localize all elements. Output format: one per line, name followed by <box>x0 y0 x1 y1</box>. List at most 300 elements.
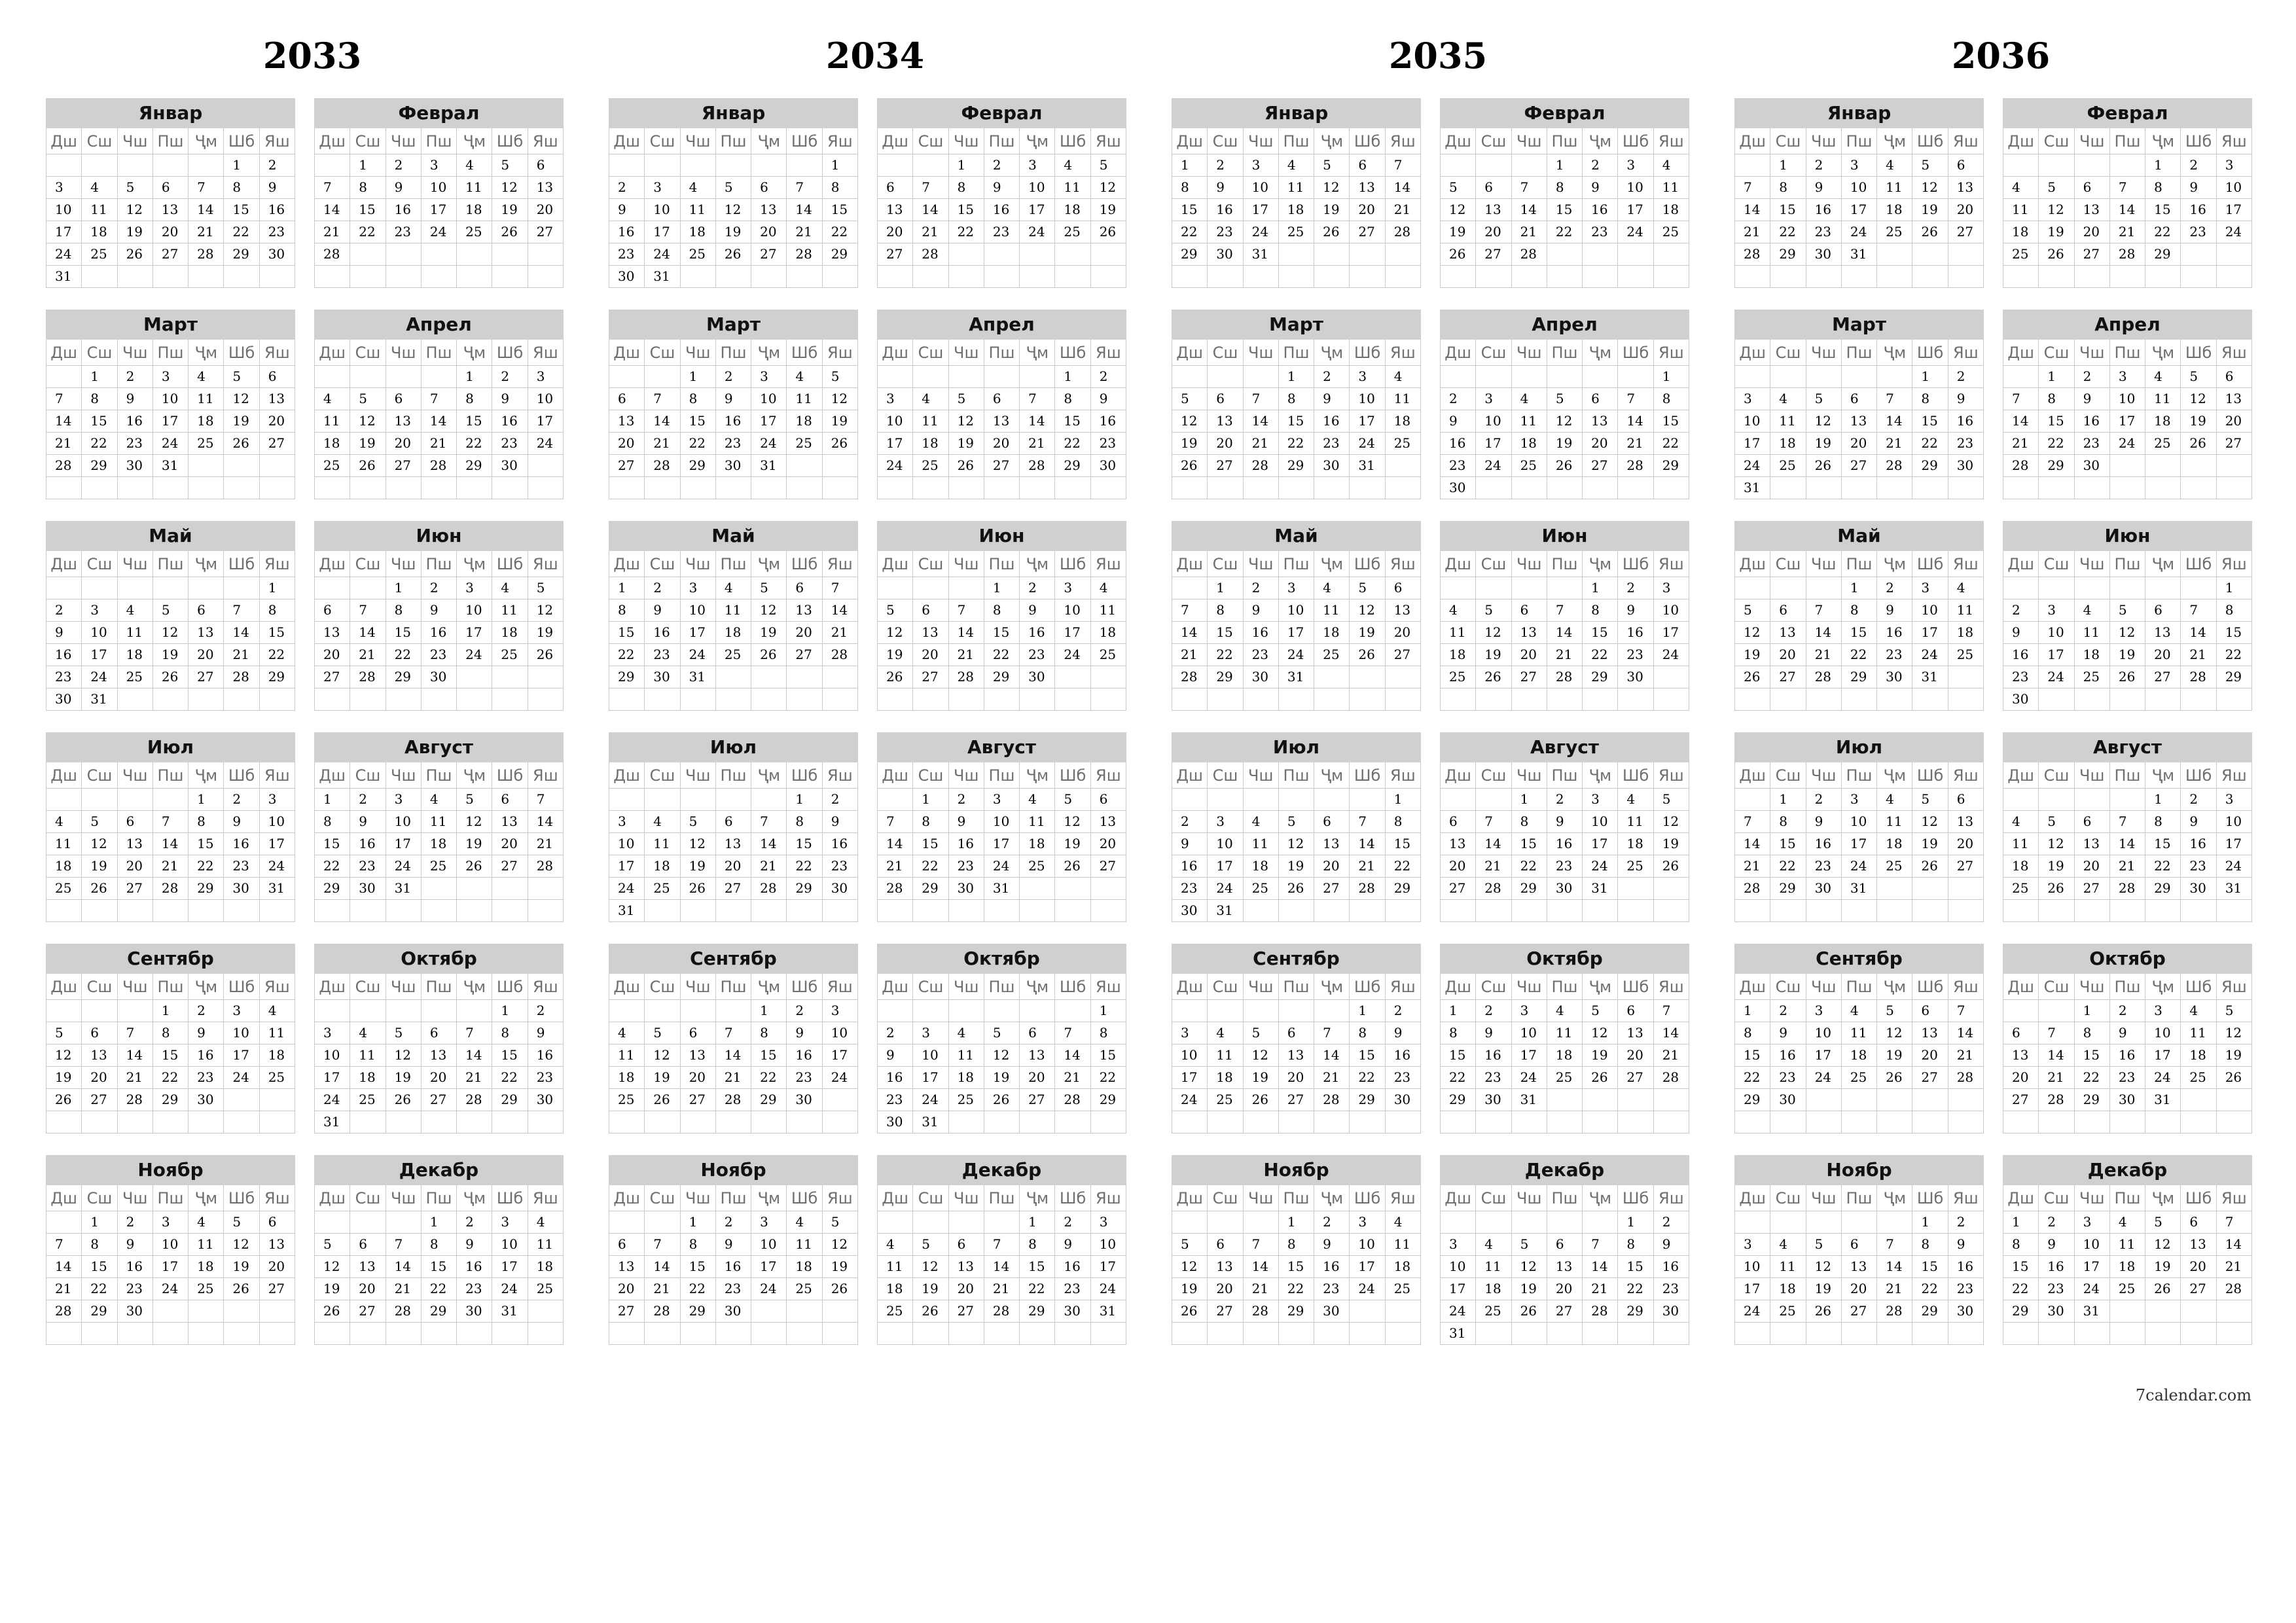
empty-day-cell <box>386 477 422 499</box>
day-cell: 6 <box>1441 811 1476 833</box>
month-name: Июн <box>1440 521 1689 551</box>
empty-day-cell <box>188 1300 224 1323</box>
day-cell: 12 <box>386 1044 422 1067</box>
weekday-header: Сш <box>913 128 948 154</box>
empty-day-cell <box>1912 1111 1948 1133</box>
weekday-header: Чш <box>1806 1185 1842 1211</box>
weekday-header: Ҷм <box>1020 551 1055 577</box>
weekday-header: Яш <box>823 974 858 1000</box>
day-cell: 11 <box>1476 1256 1511 1278</box>
day-cell: 4 <box>188 1211 224 1234</box>
day-cell: 23 <box>1583 221 1618 243</box>
empty-day-cell <box>2039 789 2074 811</box>
weekday-header: Ҷм <box>1314 762 1350 789</box>
day-cell: 25 <box>1512 455 1547 477</box>
day-cell: 18 <box>350 1067 386 1089</box>
day-cell: 21 <box>949 644 984 666</box>
day-cell: 27 <box>1314 878 1350 900</box>
empty-day-cell <box>153 477 188 499</box>
weekday-header: Сш <box>913 762 948 789</box>
empty-day-cell <box>1244 1000 1279 1022</box>
day-cell: 2 <box>1877 577 1912 599</box>
day-cell: 25 <box>422 855 457 878</box>
day-cell: 11 <box>457 177 492 199</box>
day-cell: 24 <box>2110 433 2145 455</box>
day-cell: 25 <box>645 878 680 900</box>
day-cell: 20 <box>2217 410 2252 433</box>
day-cell: 14 <box>224 622 259 644</box>
weekday-header: Ҷм <box>1314 551 1350 577</box>
day-cell: 19 <box>1583 1044 1618 1067</box>
day-cell: 13 <box>528 177 564 199</box>
day-cell: 20 <box>422 1067 457 1089</box>
day-cell: 16 <box>2110 1044 2145 1067</box>
day-cell: 19 <box>1279 855 1314 878</box>
weekday-header: Сш <box>2039 551 2074 577</box>
day-cell: 12 <box>492 177 528 199</box>
weekday-header: Яш <box>528 974 564 1000</box>
day-cell: 19 <box>984 1067 1020 1089</box>
empty-day-cell <box>2181 1323 2216 1345</box>
weekday-header: Чш <box>681 762 716 789</box>
day-cell: 4 <box>716 577 751 599</box>
day-cell: 21 <box>1877 1278 1912 1300</box>
month-calendar <box>1440 1155 1689 1345</box>
day-cell: 20 <box>82 1067 117 1089</box>
day-cell: 3 <box>457 577 492 599</box>
day-cell: 2 <box>1441 388 1476 410</box>
weekday-header: Шб <box>1350 128 1385 154</box>
empty-day-cell <box>46 366 82 388</box>
day-cell: 2 <box>1055 1211 1090 1234</box>
day-cell: 15 <box>1279 410 1314 433</box>
day-cell: 30 <box>716 455 751 477</box>
month-name: Феврал <box>877 98 1126 128</box>
day-cell: 13 <box>2003 1044 2039 1067</box>
weekday-header: Шб <box>1350 762 1385 789</box>
weekday-header: Сш <box>350 551 386 577</box>
day-cell: 15 <box>2145 199 2181 221</box>
empty-day-cell <box>1172 366 1208 388</box>
empty-day-cell <box>2181 1111 2216 1133</box>
day-cell: 1 <box>1386 789 1421 811</box>
empty-day-cell <box>492 878 528 900</box>
day-cell: 7 <box>1583 1234 1618 1256</box>
day-cell: 6 <box>528 154 564 177</box>
empty-day-cell <box>188 477 224 499</box>
day-cell: 5 <box>118 177 153 199</box>
empty-day-cell <box>2181 477 2216 499</box>
day-cell: 2 <box>118 366 153 388</box>
day-cell: 18 <box>1386 1256 1421 1278</box>
day-cell: 13 <box>1547 1256 1583 1278</box>
day-cell: 27 <box>681 1089 716 1111</box>
weekday-header: Пш <box>716 762 751 789</box>
day-cell: 3 <box>1842 154 1877 177</box>
empty-day-cell <box>1806 1211 1842 1234</box>
empty-day-cell <box>949 1000 984 1022</box>
empty-day-cell <box>1806 1111 1842 1133</box>
day-cell: 30 <box>1244 666 1279 688</box>
day-cell: 7 <box>1948 1000 1984 1022</box>
day-cell: 3 <box>2075 1211 2110 1234</box>
day-cell: 27 <box>949 1300 984 1323</box>
day-cell: 28 <box>1583 1300 1618 1323</box>
day-cell: 26 <box>315 1300 350 1323</box>
day-cell: 28 <box>949 666 984 688</box>
day-cell: 11 <box>1770 1256 1806 1278</box>
day-cell: 7 <box>1314 1022 1350 1044</box>
empty-day-cell <box>1912 1323 1948 1345</box>
day-cell: 27 <box>1842 455 1877 477</box>
day-cell: 22 <box>422 1278 457 1300</box>
day-cell: 14 <box>1806 622 1842 644</box>
day-cell: 24 <box>984 855 1020 878</box>
day-cell: 27 <box>1476 243 1511 266</box>
empty-day-cell <box>422 688 457 711</box>
empty-day-cell <box>528 666 564 688</box>
empty-day-cell <box>878 154 913 177</box>
day-cell: 14 <box>386 1256 422 1278</box>
day-cell: 3 <box>1583 789 1618 811</box>
month-calendar <box>1172 310 1421 499</box>
day-cell: 14 <box>1172 622 1208 644</box>
day-cell: 13 <box>386 410 422 433</box>
empty-day-cell <box>1441 577 1476 599</box>
weekday-header: Яш <box>2217 551 2252 577</box>
day-cell: 24 <box>1441 1300 1476 1323</box>
empty-day-cell <box>1583 688 1618 711</box>
day-cell: 28 <box>1386 221 1421 243</box>
day-cell: 22 <box>1547 221 1583 243</box>
day-cell: 3 <box>386 789 422 811</box>
empty-day-cell <box>153 577 188 599</box>
day-cell: 20 <box>153 221 188 243</box>
weekday-header: Пш <box>2110 551 2145 577</box>
day-cell: 18 <box>492 622 528 644</box>
month-calendar <box>1172 521 1421 711</box>
day-cell: 18 <box>1441 644 1476 666</box>
day-cell: 27 <box>1208 455 1243 477</box>
day-cell: 19 <box>1476 644 1511 666</box>
day-cell: 28 <box>2217 1278 2252 1300</box>
day-grid <box>2003 128 2252 288</box>
empty-day-cell <box>1350 789 1385 811</box>
day-cell: 21 <box>2181 644 2216 666</box>
weekday-header: Чш <box>1244 762 1279 789</box>
empty-day-cell <box>2110 266 2145 288</box>
day-cell: 14 <box>315 199 350 221</box>
empty-day-cell <box>1735 1111 1770 1133</box>
day-cell: 24 <box>2217 855 2252 878</box>
day-cell: 31 <box>260 878 295 900</box>
day-cell: 5 <box>645 1022 680 1044</box>
weekday-header: Ҷм <box>1583 128 1618 154</box>
weekday-header: Чш <box>681 1185 716 1211</box>
day-cell: 23 <box>1547 855 1583 878</box>
day-cell: 30 <box>1618 666 1653 688</box>
day-cell: 13 <box>1091 811 1126 833</box>
month-calendar <box>2003 521 2252 711</box>
weekday-header: Дш <box>46 1185 82 1211</box>
day-cell: 30 <box>188 1089 224 1111</box>
day-cell: 24 <box>681 644 716 666</box>
empty-day-cell <box>528 455 564 477</box>
weekday-header: Пш <box>1842 551 1877 577</box>
day-cell: 11 <box>1244 833 1279 855</box>
day-cell: 17 <box>1842 833 1877 855</box>
day-cell: 13 <box>984 410 1020 433</box>
day-cell: 11 <box>878 1256 913 1278</box>
empty-day-cell <box>1583 1089 1618 1111</box>
day-cell: 25 <box>1877 221 1912 243</box>
day-cell: 23 <box>716 1278 751 1300</box>
day-cell: 23 <box>1476 1067 1511 1089</box>
day-cell: 19 <box>224 1256 259 1278</box>
weekday-header: Ҷм <box>2145 128 2181 154</box>
day-cell: 17 <box>82 644 117 666</box>
empty-day-cell <box>315 900 350 922</box>
day-grid <box>1172 128 1421 288</box>
empty-day-cell <box>1091 900 1126 922</box>
weekday-header: Дш <box>46 974 82 1000</box>
day-cell: 5 <box>1912 154 1948 177</box>
empty-day-cell <box>2145 577 2181 599</box>
day-cell: 22 <box>984 644 1020 666</box>
day-cell: 1 <box>1020 1211 1055 1234</box>
month-calendar <box>1440 732 1689 922</box>
empty-day-cell <box>1350 666 1385 688</box>
day-cell: 30 <box>2181 878 2216 900</box>
day-cell: 17 <box>823 1044 858 1067</box>
day-cell: 25 <box>609 1089 645 1111</box>
empty-day-cell <box>609 1000 645 1022</box>
day-cell: 12 <box>2181 388 2216 410</box>
day-cell: 29 <box>1441 1089 1476 1111</box>
weekday-header: Пш <box>1547 762 1583 789</box>
empty-day-cell <box>787 666 822 688</box>
day-cell: 29 <box>1654 455 1689 477</box>
day-cell: 5 <box>1547 388 1583 410</box>
day-cell: 2 <box>1654 1211 1689 1234</box>
day-grid <box>609 340 858 499</box>
day-cell: 19 <box>1735 644 1770 666</box>
weekday-header: Яш <box>823 128 858 154</box>
day-cell: 6 <box>315 599 350 622</box>
empty-day-cell <box>787 900 822 922</box>
day-cell: 3 <box>2145 1000 2181 1022</box>
empty-day-cell <box>1314 900 1350 922</box>
day-cell: 25 <box>528 1278 564 1300</box>
day-cell: 6 <box>1279 1022 1314 1044</box>
day-cell: 26 <box>878 666 913 688</box>
empty-day-cell <box>878 1211 913 1234</box>
day-cell: 7 <box>1244 388 1279 410</box>
day-cell: 15 <box>82 410 117 433</box>
day-cell: 8 <box>681 388 716 410</box>
day-cell: 9 <box>2075 388 2110 410</box>
month-calendar <box>1734 310 1984 499</box>
day-cell: 9 <box>716 388 751 410</box>
day-cell: 19 <box>1055 833 1090 855</box>
empty-day-cell <box>1350 900 1385 922</box>
day-grid <box>2003 340 2252 499</box>
day-cell: 12 <box>457 811 492 833</box>
day-cell: 27 <box>2003 1089 2039 1111</box>
day-cell: 24 <box>878 455 913 477</box>
day-cell: 17 <box>1806 1044 1842 1067</box>
day-cell: 17 <box>1735 433 1770 455</box>
day-cell: 14 <box>1244 1256 1279 1278</box>
empty-day-cell <box>457 477 492 499</box>
empty-day-cell <box>1583 1211 1618 1234</box>
empty-day-cell <box>1735 688 1770 711</box>
day-cell: 13 <box>260 1234 295 1256</box>
day-cell: 18 <box>1020 833 1055 855</box>
weekday-header: Ҷм <box>1877 551 1912 577</box>
month-name: Сентябр <box>1734 944 1984 974</box>
day-cell: 3 <box>1912 577 1948 599</box>
day-cell: 29 <box>2075 1089 2110 1111</box>
day-cell: 18 <box>645 855 680 878</box>
empty-day-cell <box>528 1300 564 1323</box>
weekday-header: Шб <box>787 128 822 154</box>
day-cell: 3 <box>1350 1211 1385 1234</box>
day-cell: 16 <box>1948 1256 1984 1278</box>
empty-day-cell <box>1512 366 1547 388</box>
empty-day-cell <box>1314 266 1350 288</box>
day-cell: 17 <box>457 622 492 644</box>
empty-day-cell <box>1386 243 1421 266</box>
day-cell: 13 <box>118 833 153 855</box>
day-cell: 29 <box>1618 1300 1653 1323</box>
day-cell: 3 <box>1512 1000 1547 1022</box>
day-cell: 22 <box>386 644 422 666</box>
month-calendar <box>1440 98 1689 288</box>
day-cell: 29 <box>751 1089 787 1111</box>
weekday-header: Пш <box>2110 1185 2145 1211</box>
empty-day-cell <box>1386 266 1421 288</box>
month-calendar <box>877 310 1126 499</box>
day-cell: 25 <box>1441 666 1476 688</box>
empty-day-cell <box>1770 577 1806 599</box>
weekday-header: Ҷм <box>751 551 787 577</box>
empty-day-cell <box>224 577 259 599</box>
day-cell: 24 <box>1244 221 1279 243</box>
day-cell: 17 <box>1654 622 1689 644</box>
empty-day-cell <box>1279 1000 1314 1022</box>
weekday-header: Сш <box>1770 128 1806 154</box>
day-cell: 27 <box>787 644 822 666</box>
empty-day-cell <box>823 688 858 711</box>
day-cell: 15 <box>188 833 224 855</box>
day-cell: 25 <box>46 878 82 900</box>
weekday-header: Пш <box>1279 762 1314 789</box>
day-cell: 4 <box>2003 177 2039 199</box>
day-cell: 21 <box>787 221 822 243</box>
empty-day-cell <box>1735 1211 1770 1234</box>
day-cell: 16 <box>1244 622 1279 644</box>
day-cell: 27 <box>260 1278 295 1300</box>
day-cell: 30 <box>1948 455 1984 477</box>
day-cell: 12 <box>528 599 564 622</box>
day-cell: 10 <box>153 1234 188 1256</box>
empty-day-cell <box>1020 1111 1055 1133</box>
weekday-header: Сш <box>1208 1185 1243 1211</box>
day-cell: 11 <box>2145 388 2181 410</box>
day-cell: 5 <box>1476 599 1511 622</box>
day-cell: 4 <box>2145 366 2181 388</box>
day-cell: 26 <box>913 1300 948 1323</box>
day-cell: 15 <box>681 1256 716 1278</box>
day-cell: 8 <box>1547 177 1583 199</box>
weekday-header: Сш <box>1770 762 1806 789</box>
day-cell: 27 <box>1912 1067 1948 1089</box>
day-cell: 5 <box>913 1234 948 1256</box>
day-cell: 24 <box>2039 666 2074 688</box>
day-cell: 27 <box>1842 1300 1877 1323</box>
day-cell: 12 <box>224 1234 259 1256</box>
day-cell: 27 <box>492 855 528 878</box>
day-cell: 14 <box>984 1256 1020 1278</box>
empty-day-cell <box>787 688 822 711</box>
day-cell: 4 <box>878 1234 913 1256</box>
weekday-header: Сш <box>1208 340 1243 366</box>
day-cell: 24 <box>1735 1300 1770 1323</box>
day-cell: 9 <box>2181 177 2216 199</box>
day-cell: 22 <box>1055 433 1090 455</box>
day-cell: 15 <box>1583 622 1618 644</box>
month-name: Июл <box>609 732 858 762</box>
weekday-header: Шб <box>1912 762 1948 789</box>
empty-day-cell <box>949 1211 984 1234</box>
empty-day-cell <box>1912 1089 1948 1111</box>
weekday-header: Сш <box>1476 762 1511 789</box>
empty-day-cell <box>1948 1323 1984 1345</box>
day-cell: 17 <box>2145 1044 2181 1067</box>
empty-day-cell <box>2075 688 2110 711</box>
empty-day-cell <box>118 154 153 177</box>
empty-day-cell <box>2075 1111 2110 1133</box>
day-cell: 8 <box>1512 811 1547 833</box>
empty-day-cell <box>118 1000 153 1022</box>
weekday-header: Пш <box>422 974 457 1000</box>
day-cell: 17 <box>1020 199 1055 221</box>
day-cell: 18 <box>609 1067 645 1089</box>
empty-day-cell <box>457 1323 492 1345</box>
day-cell: 22 <box>1912 433 1948 455</box>
weekday-header: Пш <box>2110 974 2145 1000</box>
empty-day-cell <box>1091 243 1126 266</box>
weekday-header: Сш <box>82 551 117 577</box>
day-cell: 6 <box>1583 388 1618 410</box>
empty-day-cell <box>350 577 386 599</box>
empty-day-cell <box>46 1323 82 1345</box>
day-cell: 9 <box>386 177 422 199</box>
empty-day-cell <box>422 1323 457 1345</box>
weekday-header: Чш <box>386 974 422 1000</box>
empty-day-cell <box>1091 666 1126 688</box>
empty-day-cell <box>2145 1323 2181 1345</box>
weekday-header: Дш <box>878 551 913 577</box>
day-cell: 20 <box>1618 1044 1653 1067</box>
day-cell: 15 <box>1208 622 1243 644</box>
empty-day-cell <box>188 1111 224 1133</box>
weekday-header: Пш <box>2110 762 2145 789</box>
month-calendar <box>609 944 858 1133</box>
day-cell: 21 <box>1244 433 1279 455</box>
day-cell: 6 <box>1948 154 1984 177</box>
